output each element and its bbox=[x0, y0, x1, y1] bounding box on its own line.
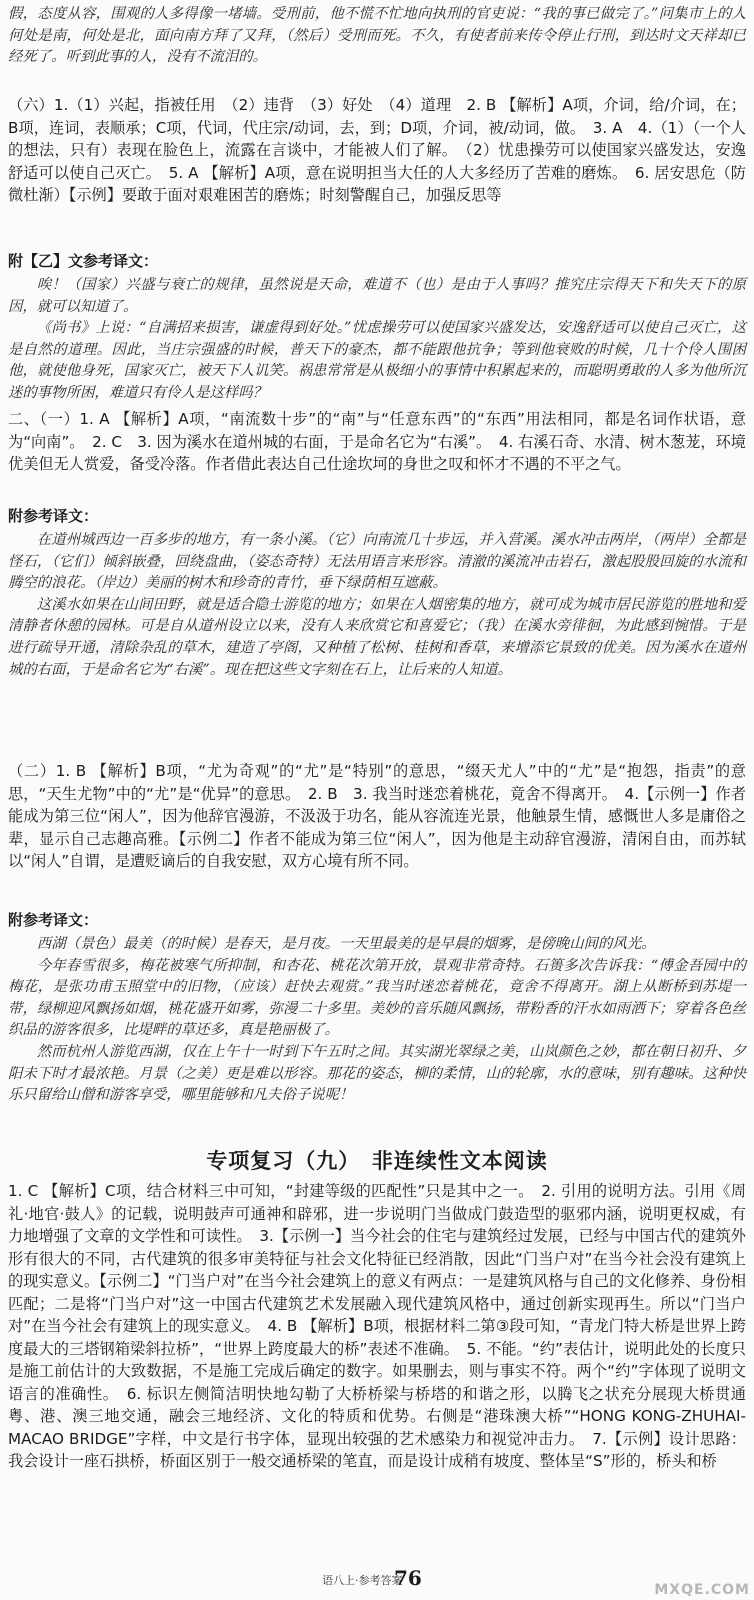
translation-paragraph: 唉！（国家）兴盛与衰亡的规律，虽然说是天命，难道不（也）是由于人事吗？推究庄宗得天下和失天下的原因，就可以知道了。 bbox=[8, 277, 746, 315]
answers-text: 二、（一）1. A 【解析】A项，“南流数十步”的“南”与“任意东西”的“东西”用法相同，都是名词作状语，意为“向南”。 2. C 3. 因为溪水在道州城的右面，于是命名它为“右溪”。 4. 右溪石奇、水清、树木葱茏，环境优美但无人赏爱，备受冷落。作者借此表达自己仕途坎坷的身世之叹和怀才不遇的不平之气。 bbox=[8, 410, 746, 473]
translation-paragraph: 假，态度从容，围观的人多得像一堵墙。受刑前，他不慌不忙地向执刑的官吏说：“我的事已做完了。”问集市上的人何处是南，何处是北，面向南方拜了又拜，（然后）受刑而死。不久，有使者前来传令停止行刑，到达时文天祥却已经死了。听到此事的人，没有不流泪的。 bbox=[8, 6, 746, 66]
answers-part-6 bbox=[8, 94, 746, 207]
reference-translation-2 bbox=[8, 934, 746, 1107]
translation-paragraph: 然而杭州人游览西湖，仅在上午十一时到下午五时之间。其实湖光翠绿之美，山岚颜色之妙，都在朝日初升、夕阳未下时才最浓艳。月景（之美）更是难以形容。那花的姿态，柳的柔情，山的轮廓，水的意味，别有趣味。这种快乐只留给山僧和游客享受，哪里能够和凡夫俗子说呢！ bbox=[8, 1043, 746, 1104]
translation-paragraph: 今年春雪很多，梅花被寒气所抑制，和杏花、桃花次第开放，景观非常奇特。石篑多次告诉我：“傅金吾园中的梅花，是张功甫玉照堂中的旧物，（应该）赶快去观赏。”我当时迷恋着桃花，竟舍不得离开。湖上从断桥到苏堤一带，绿柳迎风飘扬如烟，桃花盛开如雾，弥漫二十多里。美妙的音乐随风飘扬，带粉香的汗水如雨洒下；穿着各色丝织品的游客很多，比堤畔的草还多，真是艳丽极了。 bbox=[8, 957, 746, 1039]
translation-paragraph: 这溪水如果在山间田野，就是适合隐士游览的地方；如果在人烟密集的地方，就可成为城市居民游览的胜地和爱清静者休憩的园林。可是自从道州设立以来，没有人来欣赏它和喜爱它；（我）在溪水旁徘徊，为此感到惋惜。于是进行疏导开通，清除杂乱的草木，建造了亭阁，又种植了松树、桂树和香草，来增添它景致的优美。因为溪水在道州城的右面，于是命名它为“右溪”。现在把这些文字刻在石上，让后来的人知道。 bbox=[8, 596, 746, 678]
watermark: MXQE.COM bbox=[654, 1582, 750, 1598]
reference-translation-heading-1: 附参考译文： bbox=[8, 507, 99, 525]
answers-text: （六）1.（1）兴起，指被任用 （2）违背 （3）好处 （4）道理 2. B 【解析】A项，介词，给/介词，在；B项，连词，表顺承；C项，代词，代庄宗/动词，去，到；D项，介词，被/动词，做。 3. A 4.（1）（一个人的想法，只有）表现在脸色上，流露在言谈中，才能被人们了解。 （2）忧患操劳可以使国家兴盛发达，安逸舒适可以使自己灭亡。 5. A 【解析】A项，意在说明担当大任的人大多经历了苦难的磨炼。 6. 居安思危（防微杜渐）【示例】要敢于面对艰难困苦的磨炼；时刻警醒自己，加强反思等 bbox=[8, 96, 746, 204]
reference-translation-heading-2: 附参考译文： bbox=[8, 911, 99, 929]
translation-paragraph: 在道州城西边一百多步的地方，有一条小溪。（它）向南流几十步远，并入营溪。溪水冲击两岸，（两岸）全都是怪石，（它们）倾斜嵌叠，回绕盘曲，（姿态奇特）无法用语言来形容。清澈的溪流冲击岩石，激起股股回旋的水流和腾空的浪花。（岸边）美丽的树木和珍奇的青竹，垂下绿荫相互遮蔽。 bbox=[8, 532, 746, 592]
translation-continued bbox=[8, 4, 746, 69]
section-title: 专项复习（九） 非连续性文本阅读 bbox=[206, 1149, 548, 1173]
answers-review-9 bbox=[8, 1180, 746, 1473]
answers-text: 1. C 【解析】C项，结合材料三中可知，“封建等级的匹配性”只是其中之一。 2. 引用的说明方法。引用《周礼·地官·鼓人》的记载，说明鼓声可通神和辟邪，进一步说明门当做成门鼓造型的驱邪内涵，说明更权威，有力地增强了文章的文学性和可读性。 3.【示例一】当今社会的住宅与建筑经过发展，已经与中国古代的建筑外形有很大的不同，古代建筑的很多审美特征与社会文化特征已经消散，因此“门当户对”在当今社会没有建筑上的现实意义。【示例二】“门当户对”在当今社会建筑上的意义有两点：一是建筑风格与自己的文化修养、身份相匹配；二是将“门当户对”这一中国古代建筑艺术发展融入现代建筑风格中，通过创新实现再生。所以“门当户对”在当今社会有建筑上的现实意义。 4. B 【解析】B项，根据材料二第③段可知，“青龙门特大桥是世界上跨度最大的三塔钢箱梁斜拉桥”，“世界上跨度最大的桥”表述不准确。 5. 不能。“约”表估计，说明此处的长度只是施工前估计的大致数据，不是施工完成后确定的数字。如果删去，则与事实不符。两个“约”字体现了说明文语言的准确性。 6. 标识左侧简洁明快地勾勒了大桥桥梁与桥塔的和谐之形，以腾飞之状充分展现大桥贯通粤、港、澳三地交通，融会三地经济、文化的特质和优势。右侧是“港珠澳大桥”“HONG KONG-ZHUHAI-MACAO BRIDGE”字样，中文是行书字体，显现出较强的艺术感染力和视觉冲击力。 7.【示例】设计思路：我会设计一座石拱桥，桥面区别于一般交通桥梁的笔直，而是设计成稍有坡度、整体呈“S”形的，桥头和桥 bbox=[8, 1182, 746, 1470]
page-number: 76 bbox=[394, 1566, 422, 1590]
answers-part-2-2 bbox=[8, 760, 746, 873]
reference-translation-1 bbox=[8, 530, 746, 681]
answers-part-2-1 bbox=[8, 408, 746, 476]
translation-paragraph: 西湖（景色）最美（的时候）是春天，是月夜。一天里最美的是早晨的烟雾，是傍晚山间的风光。 bbox=[36, 936, 656, 952]
yi-heading: 附【乙】文参考译文： bbox=[8, 252, 159, 270]
yi-translation bbox=[8, 275, 746, 405]
translation-paragraph: 《尚书》上说：“自满招来损害，谦虚得到好处。”忧虑操劳可以使国家兴盛发达，安逸舒适可以使自己灭亡，这是自然的道理。因此，当庄宗强盛的时候，普天下的豪杰，都不能跟他抗争；等到他衰败的时候，几十个伶人围困他，就使他身死，国家灭亡，被天下人讥笑。祸患常常是从极细小的事情中积累起来的，而聪明勇敢的人多为他所沉迷的事物所困，难道只有伶人是这样吗？ bbox=[8, 320, 746, 401]
footer-label: 语八上·参考答案 bbox=[322, 1574, 403, 1587]
answers-text: （二）1. B 【解析】B项，“尤为奇观”的“尤”是“特别”的意思，“缀天尤人”中的“尤”是“抱怨，指责”的意思，“天生尤物”中的“尤”是“优异”的意思。 2. B 3. 我当时迷恋着桃花，竟舍不得离开。 4.【示例一】作者能成为第三位“闲人”，因为他辞官漫游，不汲汲于功名，能从容流连光景，他触景生情，感慨世人多是庸俗之辈，显示自己志趣高雅。【示例二】作者不能成为第三位“闲人”，因为他是主动辞官漫游，清闲自由，而苏轼以“闲人”自谓，是遭贬谪后的自我安慰，双方心境有所不同。 bbox=[8, 762, 746, 870]
